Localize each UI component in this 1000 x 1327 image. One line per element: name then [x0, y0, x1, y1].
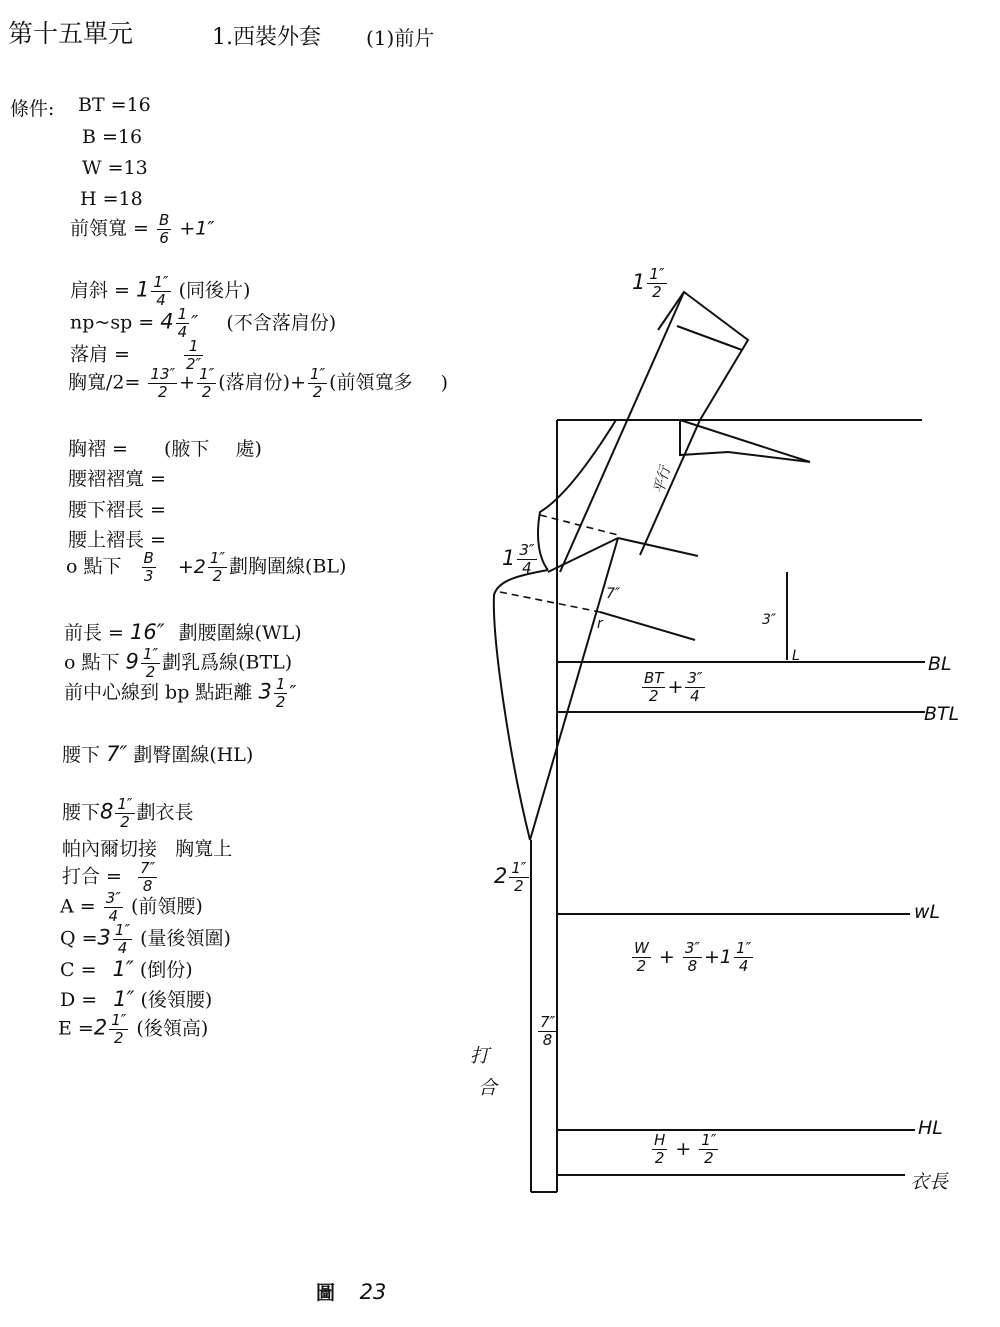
overlap-line: 打合 = $\frac{7''}{8}$ [62, 859, 156, 895]
lapel-curve [494, 570, 548, 840]
chest-half-line: 胸寬/2= $\frac{13''}{2}$ + $\frac{1''}{2}$ (落肩份)+ $\frac{1''}{2}$ (前領寬多 ) [68, 365, 449, 401]
e-line: E =2 $\frac{1''}{2}$ (後領高) [58, 1011, 209, 1047]
label-L: L [792, 648, 800, 664]
neck-width-line: 前領寬 = $\frac{B}{6}$ +1″ [70, 211, 215, 247]
wl-formula: $\frac{W}{2}$ + $\frac{3''}{8}$ +1 $\frac{1''}{4}$ [634, 939, 752, 975]
bl-formula: $\frac{BT}{2}$ + $\frac{3''}{4}$ [644, 669, 703, 705]
np-sp-line: np~sp = 4 $\frac{1}{4}$ ″ (不含落肩份) [70, 305, 337, 341]
condition-h: H =18 [80, 188, 143, 210]
d-line: D = 1″ (後領腰) [60, 987, 213, 1011]
label-bl: BL [928, 653, 952, 675]
figure-caption: 圖 23 [316, 1280, 387, 1304]
condition-w: W =13 [82, 157, 148, 179]
c-line: C = 1″ (倒份) [60, 957, 193, 981]
two-half-value: 2 $\frac{1''}{2}$ [494, 859, 527, 895]
label-drop-3: 3″ [762, 612, 777, 628]
overlap-mark: $\frac{7''}{8}$ [540, 1013, 556, 1049]
label-btl: BTL [924, 703, 960, 725]
conditions-label: 條件: [10, 98, 55, 120]
part-title: (1)前片 [366, 26, 435, 50]
below-waist-dart-line: 腰下褶長 = [68, 499, 166, 521]
princess-line: 帕內爾切接 胸寬上 [62, 838, 233, 860]
armhole-curve [538, 420, 616, 570]
label-parallel: 平行 [651, 464, 674, 496]
shoulder-slope-line: 肩斜 = 1 $\frac{1''}{4}$ (同後片) [70, 273, 251, 309]
bp-distance-line: 前中心線到 bp 點距離 3 $\frac{1}{2}$ ″ [64, 675, 297, 711]
label-overlap-b: 合 [478, 1077, 498, 1099]
drop-shoulder-line: 落肩 = $\frac{1}{2''}$ [70, 337, 202, 373]
shoulder-top-value: 1 $\frac{1''}{2}$ [632, 265, 665, 301]
waist-dart-width-line: 腰褶褶寬 = [68, 468, 166, 490]
label-hl: HL [918, 1117, 943, 1139]
jacket-length-line: 腰下8 $\frac{1''}{2}$ 劃衣長 [62, 795, 194, 831]
bl-line: o 點下 $\frac{B}{3}$ +2 $\frac{1''}{2}$ 劃胸圍線(BL) [66, 549, 347, 585]
condition-b: B =16 [82, 126, 143, 148]
unit-title: 第十五單元 [8, 19, 134, 48]
label-wl: wL [914, 901, 941, 923]
hl-line: 腰下 7″ 劃臀圍線(HL) [62, 742, 254, 766]
btl-line: o 點下 9 $\frac{1''}{2}$ 劃乳爲線(BTL) [64, 645, 293, 681]
above-waist-dart-line: 腰上褶長 = [68, 529, 166, 551]
q-line: Q =3 $\frac{1''}{4}$ (量後領圍) [60, 921, 231, 957]
front-edge [530, 538, 618, 840]
hl-formula: $\frac{H}{2}$ + $\frac{1''}{2}$ [654, 1131, 717, 1167]
neck-side-value: 1 $\frac{3''}{4}$ [502, 541, 535, 577]
item-title: 1.西裝外套 [212, 25, 321, 50]
label-overlap-a: 打 [470, 1045, 490, 1067]
label-length: 衣長 [910, 1171, 949, 1193]
chest-dart-line: 胸褶 = (腋下 處) [68, 438, 262, 460]
label-r: r [597, 616, 603, 632]
label-7: 7″ [606, 586, 621, 602]
front-length-line: 前長 = 16″ 劃腰圍線(WL) [64, 620, 302, 644]
condition-bt: BT =16 [78, 94, 151, 116]
a-line: A = $\frac{3''}{4}$ (前領腰) [60, 889, 203, 925]
